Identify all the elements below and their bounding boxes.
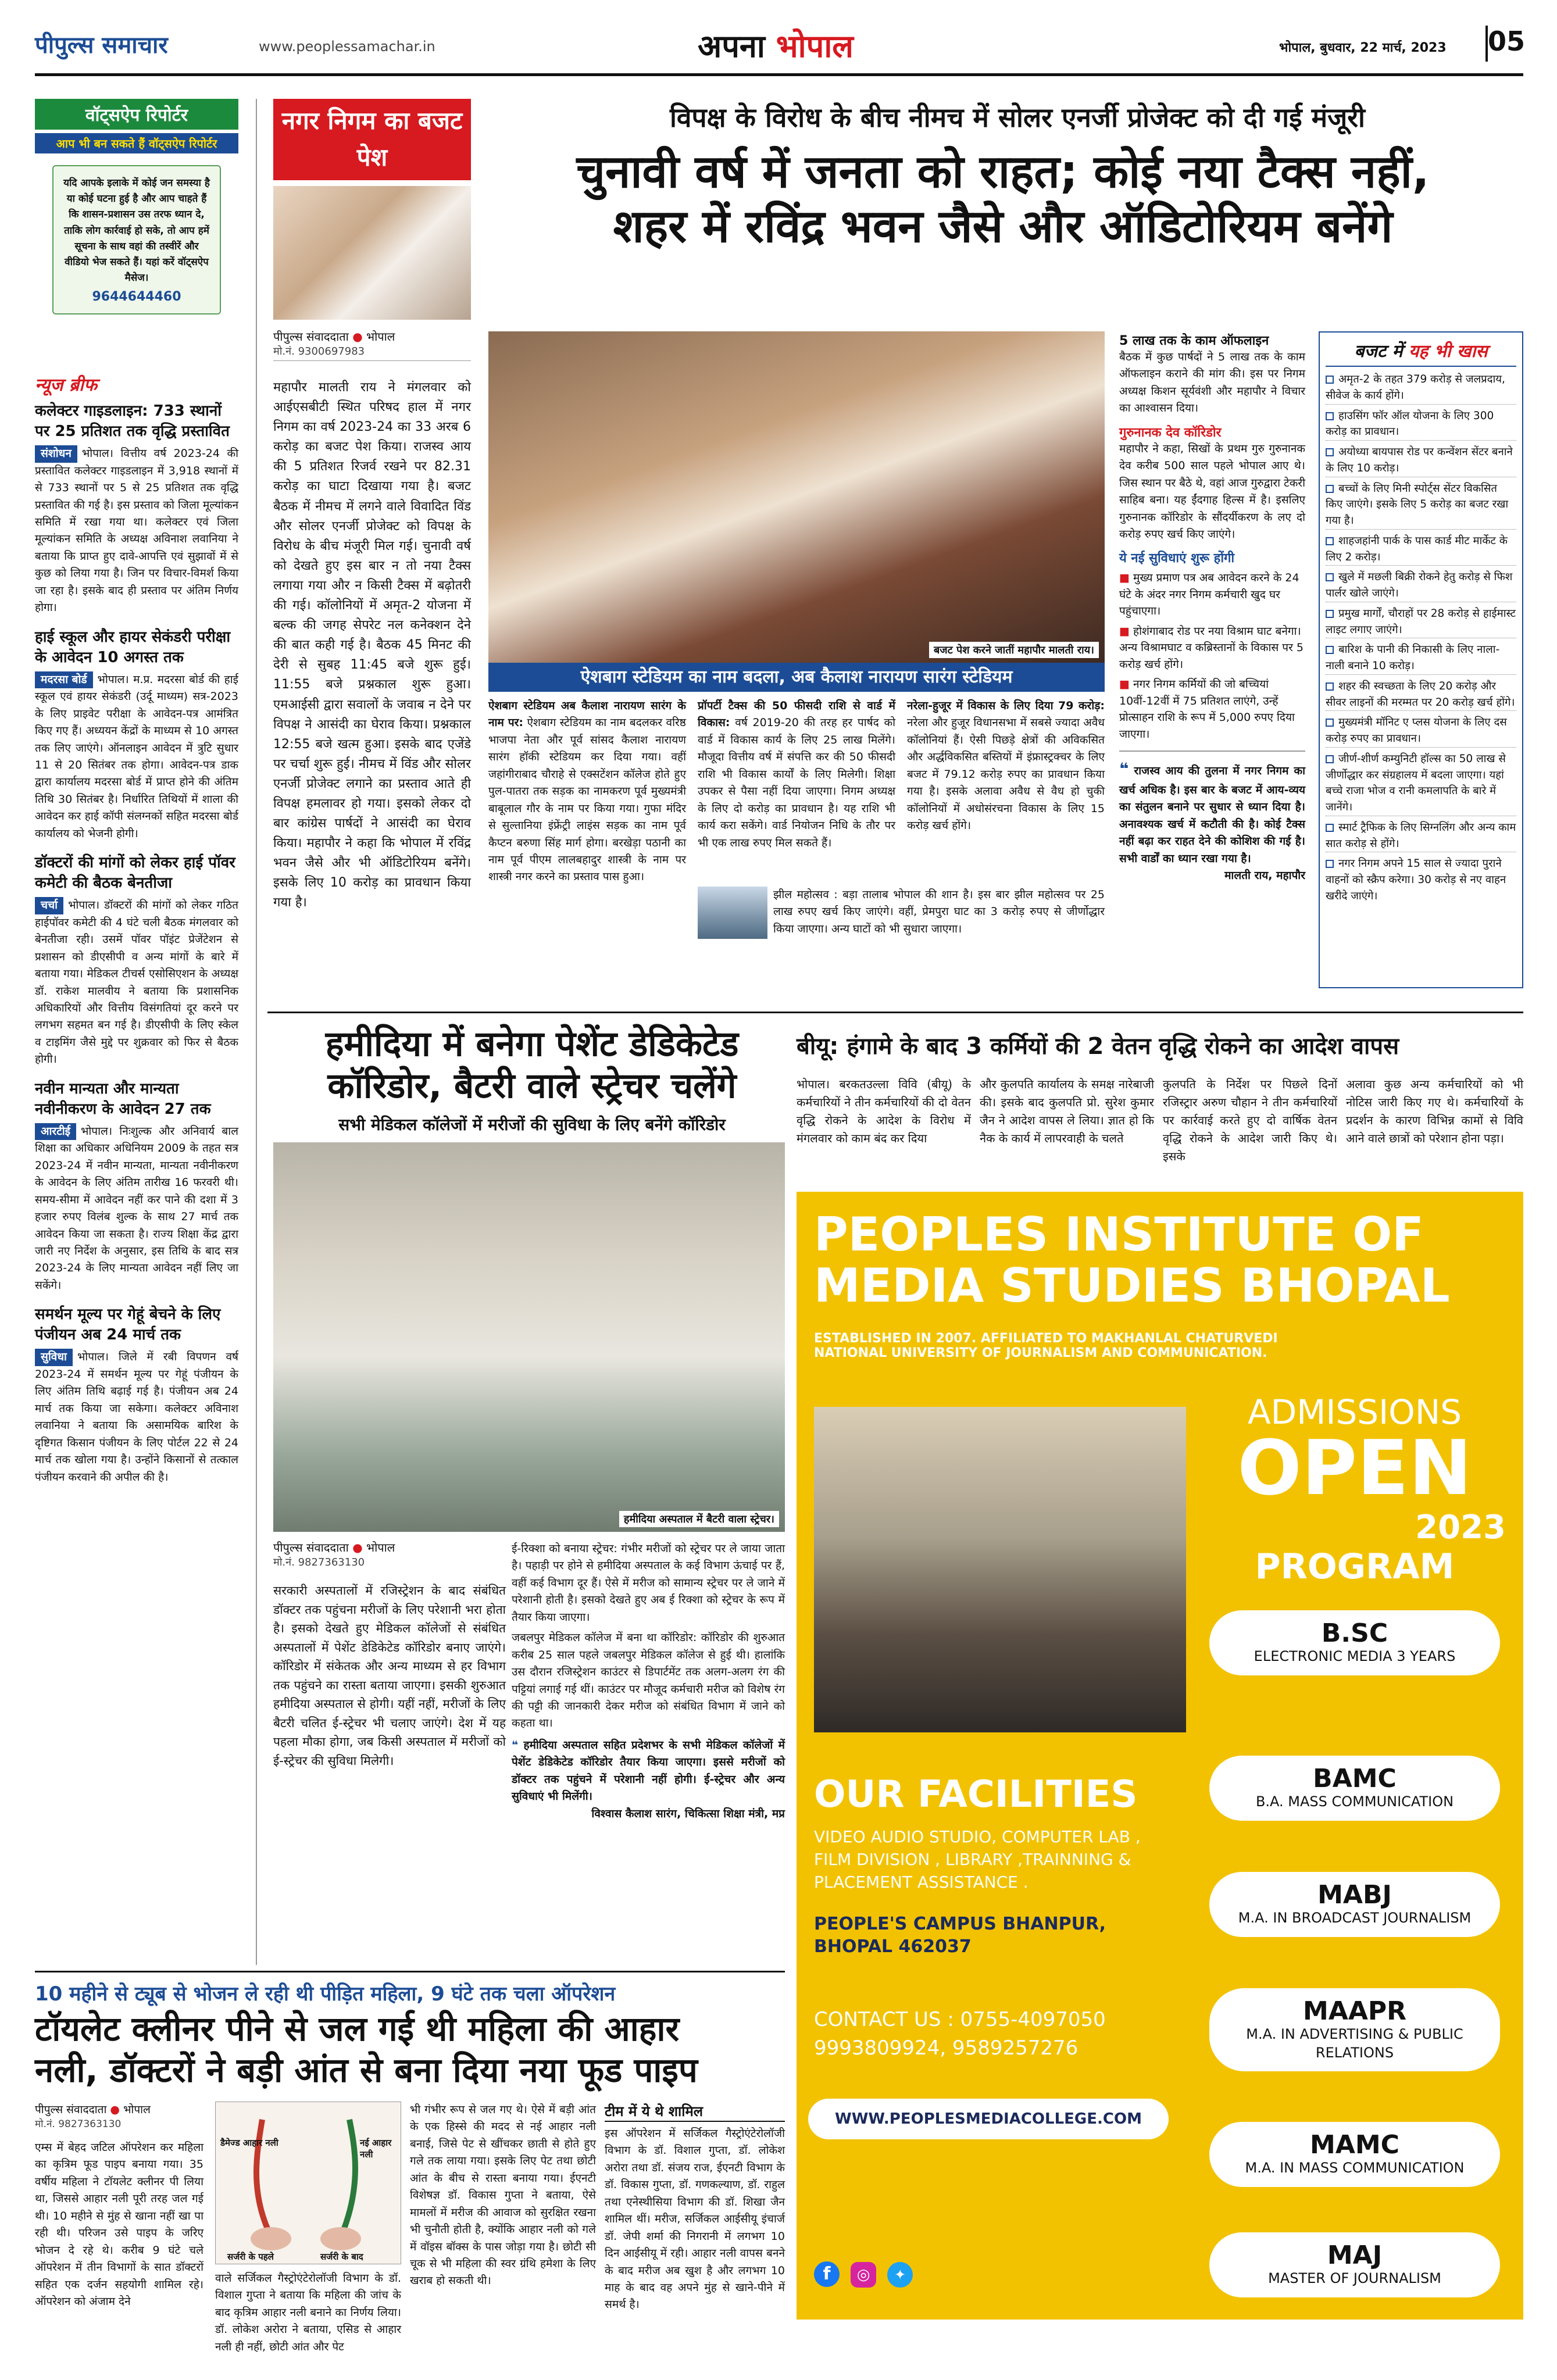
ad-website[interactable]: WWW.PEOPLESMEDIACOLLEGE.COM [808, 2099, 1169, 2139]
brief-tag: मदरसा बोर्ड [35, 671, 93, 688]
bu-col: और कुलपति कार्यालय के समक्ष नारेबाजी की। इसके बाद कुलपति प्रो. सुरेश कुमार जैन ने आदेश वापस ले लिया। ज्ञात हो कि नैक के कार्य में लापरवाही के चलते [980, 1077, 1154, 1145]
surgery-col1: एम्स में बेहद जटिल ऑपरेशन कर महिला का कृत्रिम फूड पाइप बनाया गया। 35 वर्षीय महिला ने टॉयलेट क्लीनर पी लिया था, जिससे आहार नली पूरी तरह जल गई थी। 10 महीने से मुंह से खाना नहीं खा पा रही थी। परिजन उसे पाइप के जरिए भोजन दे रहे थे। करीब 9 घंटे चले ऑपरेशन में तीन विभागों के सात डॉक्टरों सहित एक दर्जन सहयोगी शामिल रहे। ऑपरेशन को अंजाम देने [35, 2141, 203, 2308]
list-item: ■ होशंगाबाद रोड पर नया विश्राम घाट बनेगा। अन्य विश्रामघाट व कब्रिस्तानों के विकास पर 5 करोड़ खर्च होंगे। [1119, 624, 1304, 671]
list-item: स्मार्ट ट्रैफिक के लिए सिग्नलिंग और अन्य काम सात करोड़ से होंगे। [1326, 820, 1516, 853]
budget-book-photo [273, 186, 471, 320]
list-item: प्रमुख मार्गों, चौराहों पर 28 करोड़ से हाईमास्ट लाइट लगाए जाएंगे। [1326, 606, 1516, 639]
quote-icon: ❝ [1119, 759, 1129, 779]
diagram-label: डैमेज्ड आहार नली [220, 2138, 278, 2148]
lead-photo-caption: बजट पेश करने जातीं महापौर मालती राय। [929, 642, 1099, 658]
list-item: बच्चों के लिए मिनी स्पोर्ट्स सेंटर विकसित किए जाएंगे। इसके लिए 5 करोड़ का बजट रखा गया है। [1326, 481, 1516, 530]
surgery-col3: भी गंभीर रूप से जल गए थे। ऐसे में बड़ी आंत के एक हिस्से की मदद से नई आहार नली बनाई, जिसे पेट से खींचकर छाती से होते हुए गले तक लाया गया। इसके लिए पेट तथा छोटी आंत के बीच से रास्ता बनाया गया। ईएनटी विशेषज्ञ डॉ. विकास गुप्ता ने बताया, ऐसे मामलों में मरीज की आवाज को सुरक्षित रखना भी चुनौती होती है, क्योंकि आहार नली को गले में वॉइस बॉक्स के पास जोड़ा गया है। छोटी सी चूक से भी महिला की स्वर ग्रंथि हमेशा के लिए खराब हो सकती थी। [410, 2103, 596, 2288]
news-brief-heading: न्यूज ब्रीफ [35, 375, 97, 395]
budget-box [1319, 331, 1523, 988]
brief-tag: सुविधा [35, 1349, 73, 1366]
byline-phone: मो.नं. 9300697983 [273, 345, 365, 358]
checkbox-icon [1326, 448, 1334, 456]
budget-box-list [1326, 371, 1516, 905]
brief-title: कलेक्टर गाइडलाइन: 733 स्थानों पर 25 प्रतिशत तक वृद्धि प्रस्तावित [35, 402, 230, 441]
team-title: टीम में ये थे शामिल [605, 2102, 785, 2122]
surgery-diagram [215, 2102, 401, 2264]
lead-byline: पीपुल्स संवाददाता ● भोपाल मो.नं. 9300697983 [273, 328, 471, 361]
section-city: भोपाल [776, 28, 854, 65]
brief-text: संशोधन भोपाल। वित्तीय वर्ष 2023-24 की प्रस्तावित कलेक्टर गाइडलाइन में 3,918 स्थानों में से 733 स्थानों पर 5 से 25 प्रतिशत तक वृद्धि प्रस्तावित की गई है। इस प्रस्ताव को जिला मूल्यांकन समिति में रखा गया था। कलेक्टर एवं जिला मूल्यांकन समिति के अध्यक्ष अविनाश लवानिया ने बताया कि प्राप्त हुए दावे-आपत्ति एवं सुझावों में से कुछ को लिया गया है। जिन पर विचार-विमर्श किया जा रहा है। इसके बाद ही प्रस्ताव पर अंतिम निर्णय होगा। [35, 445, 238, 616]
checkbox-icon [1326, 537, 1334, 545]
ad-campus: PEOPLE'S CAMPUS BHANPUR, BHOPAL 462037 [814, 1914, 1106, 1957]
whatsapp-title: वॉट्सऐप रिपोर्टर [35, 99, 238, 130]
instagram-icon[interactable]: ◎ [851, 2262, 876, 2288]
facebook-icon[interactable]: f [814, 2261, 840, 2287]
masthead-website[interactable]: www.peoplessamachar.in [259, 38, 435, 55]
subitem-narela: नरेला-हुजूर में विकास के लिए दिया 79 करोड़: नरेला और हुजूर विधानसभा में सबसे ज्यादा अवैध कॉलोनियां हैं। ऐसी पिछड़े क्षेत्रों की अविकसित और अर्द्धविकसित बस्तियों में इंफ्रास्ट्रक्चर के लिए बजट में 79.12 करोड़ रुपए का प्रावधान किया गया है। इसके अलावा अवैध से वैध हो चुकी कॉलोनियों में अधोसंरचना विकास के लिए 15 करोड़ खर्च होंगे। [907, 699, 1105, 832]
brief-tag: चर्चा [35, 897, 63, 914]
bu-headline: बीयू: हंगामे के बाद 3 कर्मियों की 2 वेतन वृद्धि रोकने का आदेश वापस [797, 1033, 1399, 1060]
surgery-col2: वाले सर्जिकल गैस्ट्रोएंटेरोलॉजी विभाग के डॉ. विशाल गुप्ता ने बताया कि महिला की जांच के बाद कृत्रिम आहार नली बनाने का निर्णय लिया। डॉ. लोकेश अरोरा ने बताया, एसिड से आहार नली ही नहीं, छोटी आंत और पेट [215, 2272, 401, 2353]
right-item [1119, 331, 1305, 417]
team-text: इस ऑपरेशन में सर्जिकल गैस्ट्रोएंटेरोलॉजी विभाग के डॉ. विशाल गुप्ता, डॉ. लोकेश अरोरा तथा डॉ. संजय राज, ईएनटी विभाग के डॉ. विकास गुप्ता, डॉ. गणकल्याण, डॉ. राहुल तथा एनेस्थीसिया विभाग की डॉ. शिखा जैन शामिल थीं। मरीज, सर्जिकल आईसीयू इंचार्ज डॉ. जेपी शर्मा की निगरानी में लगभग 10 दिन आईसीयू में रही। आहार नली वापस बनने के बाद मरीज अब खुश है और लगभग 10 माह के बाद वह अपने मुंह से खाने-पीने में समर्थ है। [605, 2127, 785, 2311]
surgery-headline-line1: टॉयलेट क्लीनर पीने से जल गई थी महिला की आहार [35, 2009, 680, 2049]
page-number: 05 [1485, 26, 1520, 62]
program-pill[interactable]: MAJ MASTER OF JOURNALISM [1209, 2232, 1500, 2297]
lead-subitems [488, 698, 1105, 889]
surgery-headline-line2: नली, डॉक्टरों ने बड़ी आंत से बना दिया नया फूड पाइप [35, 2050, 698, 2090]
hamidia-photo [273, 1142, 785, 1532]
hamidia-subhead: सभी मेडिकल कॉलेजों में मरीजों की सुविधा के लिए बनेंगे कॉरिडोर [338, 1115, 726, 1134]
right-item-title: 5 लाख तक के काम ऑफलाइन [1119, 334, 1269, 348]
whatsapp-phone[interactable]: 9644644460 [92, 290, 181, 305]
bu-col: भोपाल। बरकतउल्ला विवि (बीयू) के कर्मचारियों ने तीन कर्मचारियों की दो वेतन वृद्धि रोकने के आदेश के विरोध में मंगलवार को काम बंद कर दिया [797, 1077, 971, 1145]
ad-social-icons [814, 2261, 942, 2296]
section-prefix: अपना [698, 28, 765, 65]
brief-item [35, 853, 238, 1069]
list-item: जीर्ण-शीर्ण कम्युनिटी हॉल्स का 50 लाख से जीर्णोद्धार कर संग्रहालय में बदला जाएगा। यहां बच्चे राजा भोज व रानी कमलापति के बारे में जानेंगे। [1326, 751, 1516, 816]
list-item: मुख्यमंत्री मॉनिट ए प्लस योजना के लिए दस करोड़ रुपए का प्रावधान। [1326, 714, 1516, 748]
dateline: भोपाल, बुधवार, 22 मार्च, 2023 [1279, 41, 1447, 55]
section-title [698, 23, 854, 66]
ad-year: 2023 [1415, 1509, 1506, 1546]
brief-tag: आरटीई [35, 1123, 76, 1140]
brief-item [35, 401, 238, 617]
surgery-headline [35, 2009, 785, 2091]
mayor-quote: ❝ राजस्व आय की तुलना में नगर निगम का खर्च अधिक है। इस बार के बजट में आय-व्यय का संतुलन बनाने पर सुधार से ध्यान दिया है। अनावश्यक खर्च में कटौती की है। कोई टैक्स नहीं बढ़ा कर राहत देने की कोशिश की गई है। सभी वार्डों का ध्यान रखा गया है। [1119, 751, 1305, 867]
checkbox-icon [1326, 824, 1334, 832]
checkbox-icon [1326, 610, 1334, 618]
program-pill[interactable]: BAMC B.A. MASS COMMUNICATION [1209, 1756, 1500, 1821]
list-item: अमृत-2 के तहत 379 करोड़ से जलप्रदाय, सीवेज के कार्य होंगे। [1326, 371, 1516, 405]
twitter-icon[interactable]: ✦ [887, 2262, 913, 2288]
lead-photo-strip: ऐशबाग स्टेडियम का नाम बदला, अब कैलाश नारायण सारंग स्टेडियम [488, 663, 1105, 692]
checkbox-icon [1326, 860, 1334, 868]
surgery-overline: 10 महीने से ट्यूब से भोजन ले रही थी पीड़ित महिला, 9 घंटे तक चला ऑपरेशन [35, 1982, 616, 2006]
checkbox-icon [1326, 646, 1334, 654]
bu-col: कुलपति के निर्देश पर पिछले दिनों रजिस्ट्रार अरुण चौहान ने तीन कर्मचारियों पर कार्रवाई करते हुए दो वार्षिक वेतन वृद्धि रोकने के आदेश जारी किए थे। इसके [1163, 1077, 1337, 1163]
brand-logo: पीपुल्स समाचार [35, 32, 168, 59]
diagram-label: नई आहार नली [360, 2138, 392, 2160]
new-facilities-list [1119, 570, 1305, 742]
right-item-title: गुरुनानक देव कॉरिडोर [1119, 425, 1222, 440]
byline-name: पीपुल्स संवाददाता [273, 330, 349, 344]
hamidia-photo-caption: हमीदिया अस्पताल में बैटरी वाला स्ट्रेचर। [619, 1511, 779, 1527]
hamidia-quote: ❝ हमीदिया अस्पताल सहित प्रदेशभर के सभी मेडिकल कॉलेजों में पेशेंट डेडिकेटेड कॉरिडोर तैयार किया जाएगा। इससे मरीजों को डॉक्टर तक पहुंचने में परेशानी नहीं होगी। ई-स्ट्रेचर और अन्य सुविधाएं भी मिलेंगी। [512, 1738, 785, 1803]
ad-contact[interactable]: CONTACT US : 0755-4097050 9993809924, 9589257276 [814, 2008, 1106, 2060]
bu-col: अलावा कुछ अन्य कर्मचारियों को भी नोटिस जारी किए गए थे। कर्मचारियों के प्रदर्शन के कारण विभिन्न कामों से विवि आने वाले छात्रों को परेशान होना पड़ा। [1346, 1077, 1523, 1145]
ad-facilities-heading: OUR FACILITIES [814, 1773, 1138, 1816]
list-item: शाहजहांनी पार्क के पास कार्ड मीट मार्केट के लिए 2 करोड़। [1326, 533, 1516, 566]
lead-headline-line2: शहर में रविंद्र भवन जैसे और ऑडिटोरियम बनेंगे [613, 200, 1393, 253]
diagram-label: सर्जरी के पहले [227, 2252, 274, 2262]
lead-headline [483, 145, 1523, 254]
checkbox-icon [1326, 485, 1334, 493]
column-divider [256, 99, 257, 1965]
list-item: शहर की स्वच्छता के लिए 20 करोड़ और सीवर लाइनों की मरम्मत पर 20 करोड़ खर्च होंगे। [1326, 678, 1516, 712]
hamidia-col2-part1: ई-रिक्शा को बनाया स्ट्रेचर: गंभीर मरीजों को स्ट्रेचर पर ले जाया जाता है। पहाड़ी पर होने से हमीदिया अस्पताल के कई विभाग ऊंचाई पर हैं, वहीं कई विभाग दूर हैं। ऐसे में मरीज को सामान्य स्ट्रेचर पर ले जाने में परेशानी होती है। इसको देखते हुए अब ई रिक्शा को स्ट्रेचर के रूप में तैयार किया जाएगा। [512, 1542, 785, 1624]
ad-panel [797, 1192, 1523, 2320]
hamidia-col1: सरकारी अस्पतालों में रजिस्ट्रेशन के बाद संबंधित डॉक्टर तक पहुंचना मरीजों के लिए परेशानी भरा होता है। इसको देखते हुए मेडिकल कॉलेजों से संबंधित अस्पतालों में पेशेंट डेडिकेटेड कॉरिडोर बनाए जाएंगे। कॉरिडोर में संकेतक और अन्य माध्यम से हर विभाग तक पहुंचने का रास्ता बताया जाएगा। इसकी शुरुआत हमीदिया अस्पताल से होगी। यहीं नहीं, मरीजों के लिए बैटरी चलित ई-स्ट्रेचर भी चलाए जाएंगे। देश में यह पहला मौका होगा, जब किसी अस्पताल में मरीजों को ई-स्ट्रेचर की सुविधा मिलेगी। [273, 1584, 506, 1768]
right-item-text: महापौर ने कहा, सिखों के प्रथम गुरु गुरुनानक देव करीब 500 साल पहले भोपाल आए थे। जिस स्थान पर बैठे थे, वहां आज गुरुद्वारा टेकरी साहिब बना। यह ईंदगाह हिल्स में है। इसलिए गुरुनानक कॉरिडोर के सौंदर्यीकरण के लए दो करोड़ रुपए खर्च किए जाएंगे। [1119, 442, 1305, 541]
list-item: ■ मुख्य प्रमाण पत्र अब आवेदन करने के 24 घंटे के अंदर नगर निगम कर्मचारी खुद घर पहुंचाएगा। [1119, 571, 1299, 618]
lead-headline-line1: चुनावी वर्ष में जनता को राहत; कोई नया टैक्स नहीं, [576, 146, 1430, 198]
brief-title: डॉक्टरों की मांगों को लेकर हाई पॉवर कमेटी की बैठक बेनतीजा [35, 854, 235, 892]
esophagus-diagram [216, 2102, 402, 2265]
byline-place: भोपाल [366, 330, 395, 344]
section-rule [35, 1971, 785, 1972]
brief-tag: संशोधन [35, 445, 77, 462]
news-brief [35, 401, 238, 1486]
masthead [35, 23, 1526, 70]
list-item: हाउसिंग फॉर ऑल योजना के लिए 300 करोड़ का प्रावधान। [1326, 408, 1516, 441]
list-item: अयोध्या बायपास रोड पर कन्वेंशन सेंटर बनाने के लिए 10 करोड़। [1326, 444, 1516, 477]
brief-text: चर्चा भोपाल। डॉक्टरों की मांगों को लेकर गठित हाईपॉवर कमेटी की 4 घंटे चली बैठक मंगलवार को बेनतीजा रही। उसमें पॉवर पॉइंट प्रेजेंटेशन से प्रशासन को डीएसीपी व अन्य मांगों के बारे में बताया गया। मेडिकल टीचर्स एसोसिएशन के अध्यक्ष डॉ. राकेश मालवीय ने बताया कि प्रशासनिक अधिकारियों और वित्तीय विसंगतियां दूर करने पर लगभग सहमत बन गई है। डीएसीपी के लिए स्केल व टाइमिंग जैसे मुद्दे पर शुक्रवार को फिर से बैठक होगी। [35, 897, 238, 1068]
hamidia-byline: पीपुल्स संवाददाता ● भोपाल मो.नं. 9827363130 [273, 1539, 471, 1569]
byline-place: भोपाल [123, 2103, 151, 2116]
lead-photo [488, 331, 1105, 663]
list-item: ■ नगर निगम कर्मियों की जो बच्चियां 10वीं-12वीं में 75 प्रतिशत लाएंगे, उन्हें प्रोत्साहन राशि के रूप में 5,000 रुपए दिया जाएगा। [1119, 678, 1295, 741]
hamidia-col2-part2: जबलपुर मेडिकल कॉलेज में बना था कॉरिडोर: कॉरिडोर की शुरुआत करीब 25 साल पहले जबलपुर मेडिकल कॉलेज से हुई थी। हालांकि उस दौरान रजिस्ट्रेशन काउंटर से डिपार्टमेंट तक अलग-अलग रंग की पट्टियां लगाई गई थीं। काउंटर पर मौजूद कर्मचारी मरीज को विशेष रंग की पट्टी की जानकारी देकर मरीज को संबंधित विभाग में जाने को कहता था। [512, 1631, 785, 1730]
brief-text: आरटीई भोपाल। निःशुल्क और अनिवार्य बाल शिक्षा का अधिकार अधिनियम 2009 के तहत सत्र 2023-24 में नवीन मान्यता, मान्यता नवीनीकरण के आवेदन के लिए अंतिम तारीख 16 फरवरी थी। समय-सीमा में आवेदन नहीं कर पाने की दशा में 3 हजार रुपए विलंब शुल्क के साथ 27 मार्च तक आवेदन किया जा सकता है। राज्य शिक्षा केंद्र द्वारा जारी नए निर्देश के अनुसार, इस तिथि के बाद सत्र 2023-24 के लिए मान्यता आवेदन नहीं लिए जा सकेंगे। [35, 1123, 238, 1294]
surgery-byline: पीपुल्स संवाददाता ● भोपाल मो.नं. 9827363130 [35, 2102, 203, 2130]
brief-title: हाई स्कूल और हायर सेकंडरी परीक्षा के आवेदन 10 अगस्त तक [35, 628, 231, 666]
right-item-text: बैठक में कुछ पार्षदों ने 5 लाख तक के काम ऑफलाइन कराने की मांग की। इस पर निगम अध्यक्ष किशन सूर्यवंशी और महापौर ने विचार का आश्वासन दिया। [1119, 351, 1305, 415]
hamidia-headline-line2: कॉरिडोर, बैटरी वाले स्ट्रेचर चलेंगे [327, 1066, 737, 1106]
hamidia-col2 [512, 1541, 785, 1822]
byline-name: पीपुल्स संवाददाता [273, 1541, 349, 1554]
byline-place: भोपाल [366, 1541, 395, 1554]
list-item: नगर निगम अपने 15 साल से ज्यादा पुराने वाहनों को स्क्रैप करेगा। 30 करोड़ से नए वाहन खरीदे जाएंगे। [1326, 857, 1506, 902]
subitem-stadium: ऐशबाग स्टेडियम अब कैलाश नारायण सारंग के नाम पर: ऐशबाग स्टेडियम का नाम बदलकर वरिष्ठ भाजपा नेता और पूर्व सांसद कैलाश नारायण सारंग हॉकी स्टेडियम कर दिया गया। वहीं जहांगीराबाद चौराहे से एक्सटेंशन कॉलेज होते हुए पुल-पातरा तक सड़क का नामकरण पूर्व मुख्यमंत्री बाबूलाल गौर के नाम पर किया गया। गुफा मंदिर से सुल्तानिया इंफ्रेंट्री लाइंस सड़क का नाम पूर्व कैप्टन बरुणा सिंह मार्ग होगा। बरखेड़ा पठानी का नाम पूर्व पीएम लालबहादुर शास्त्री के नाम पर शास्त्री नगर करने का प्रस्ताव पास हुआ। [488, 699, 686, 884]
brief-item [35, 627, 238, 843]
checkbox-icon [1326, 682, 1334, 691]
checkbox-icon [1326, 755, 1334, 763]
hamidia-headline [273, 1023, 791, 1107]
right-item [1119, 423, 1305, 544]
ad-program-heading: PROGRAM [1255, 1546, 1455, 1587]
ad-open: OPEN [1237, 1424, 1472, 1512]
diagram-label: सर्जरी के बाद [320, 2252, 363, 2262]
subitem-property-tax: प्रॉपर्टी टैक्स की 50 फीसदी राशि से वार्ड में विकास: वर्ष 2019-20 की तरह हर पार्षद को वार्ड में विकास कार्य के लिए 25 लाख मिलेंगे। मौजूदा वित्तीय वर्ष में संपत्ति कर की 50 फीसदी राशि भी विकास कार्यों के लिए मिलेगी। शिक्षा उपकर से पैसा नहीं दिया जाएगा। निगम अध्यक्ष के लिए दो करोड़ का प्रावधान है। यह राशि भी कार्य करा सकेंगे। वार्ड नियोजन निधि के तौर पर भी एक लाख रुपए मिल सकते हैं। [698, 699, 895, 849]
ad-established: ESTABLISHED IN 2007. AFFILIATED TO MAKHANLAL CHATURVEDI NATIONAL UNIVERSITY OF JOURNALISM AND COMMUNICATION. [814, 1331, 1278, 1360]
checkbox-icon [1326, 719, 1334, 727]
brief-text: सुविधा भोपाल। जिले में रबी विपणन वर्ष 2023-24 में समर्थन मूल्य पर गेहूं पंजीयन के लिए अंतिम तिथि बढ़ाई गई है। पंजीयन अब 24 मार्च तक किया जा सकेगा। कलेक्टर अविनाश लवानिया ने बताया कि असामयिक बारिश के दृष्टिगत किसान पंजीयन के लिए पोर्टल 22 से 24 मार्च तक खोला गया है। उन्होंने किसानों से तत्काल पंजीयन करवाने की अपील की है। [35, 1349, 238, 1486]
whatsapp-subtitle: आप भी बन सकते हैं वॉट्सऐप रिपोर्टर [35, 133, 238, 153]
brief-title: समर्थन मूल्य पर गेहूं बेचने के लिए पंजीयन अब 24 मार्च तक [35, 1306, 221, 1344]
brief-text: मदरसा बोर्ड भोपाल। म.प्र. मदरसा बोर्ड की हाई स्कूल एवं हायर सेकंडरी (उर्दू माध्यम) सत्र-2023 के लिए प्राइवेट परीक्षा के आवेदन-पत्र आमंत्रित किए गए हैं। अध्ययन केंद्रों के माध्यम से 10 अगस्त तक लिए जाएंगे। ऑनलाइन आवेदन में त्रुटि सुधार 11 से 20 सितंबर तक होगा। आवेदन-पत्र डाक द्वारा कार्यालय मदरसा बोर्ड में प्राप्त होने की अंतिम तिथि 30 सितंबर है। निर्धारित तिथियों में शाला की आवेदन कर हाई कॉपी संलग्नकों सहित मदरसा बोर्ड कार्यालय को भेजनी होगी। [35, 671, 238, 842]
brief-item [35, 1079, 238, 1295]
whatsapp-body: यदि आपके इलाके में कोई जन समस्या है या कोई घटना हुई है और आप चाहते हैं कि शासन-प्रशासन उस तरफ ध्यान दे, ताकि लोग कार्रवाई हो सके, तो आप हमें सूचना के साथ वहां की तस्वीरें और वीडियो भेज सकते हैं। यहां करें वॉट्सऐप मैसेज। [63, 177, 210, 284]
ad-title: PEOPLES INSTITUTE OF MEDIA STUDIES BHOPAL [814, 1207, 1450, 1313]
ad-students-photo [814, 1407, 1186, 1732]
surgery-team-box [605, 2102, 785, 2314]
hamidia-headline-line1: हमीदिया में बनेगा पेशेंट डेडिकेटेड [325, 1024, 739, 1064]
program-pill[interactable]: MAAPR M.A. IN ADVERTISING & PUBLIC RELATIONS [1209, 1988, 1500, 2071]
byline-phone: मो.नं. 9827363130 [35, 2118, 122, 2130]
checkbox-icon [1326, 376, 1334, 384]
mayor-quote-by: मालती राय, महापौर [1224, 869, 1305, 882]
checkbox-icon [1326, 573, 1334, 581]
whatsapp-card [52, 165, 221, 315]
program-pill[interactable]: MAMC M.A. IN MASS COMMUNICATION [1209, 2122, 1500, 2187]
lake-photo [698, 887, 767, 939]
brief-item [35, 1305, 238, 1486]
ad-admissions: ADMISSIONS [1247, 1392, 1462, 1432]
whatsapp-box [35, 99, 238, 360]
lead-overline: विपक्ष के विरोध के बीच नीमच में सोलर एनर्जी प्रोजेक्ट को दी गई मंजूरी [670, 102, 1365, 133]
ad-facilities: VIDEO AUDIO STUDIO, COMPUTER LAB , FILM DIVISION , LIBRARY ,TRAINNING & PLACEMENT ASSISTANCE . [814, 1827, 1141, 1892]
program-pill[interactable]: B.SC ELECTRONIC MEDIA 3 YEARS [1209, 1610, 1500, 1675]
budget-badge: नगर निगम का बजट पेश [273, 99, 471, 180]
lead-body: महापौर मालती राय ने मंगलवार को आईएसबीटी स्थित परिषद हाल में नगर निगम का वर्ष 2023-24 का 33 अरब 6 करोड़ का बजट पेश किया। राजस्व आय की 5 प्रतिशत रिजर्व रखने पर 82.31 करोड़ का घाटा दिखाया गया है। बजट बैठक में नीमच में लगने वाले विवादित विंड और सोलर एनर्जी प्रोजेक्ट को विपक्ष के विरोध के बीच मंजूरी मिल गई। चुनावी वर्ष को देखते हुए इस बार न तो नया टैक्स लगाया गया और न किसी टैक्स में बढ़ोतरी की गई। कॉलोनियों में अमृत-2 योजना में बल्क की जगह सेपरेट नल कनेक्शन देने की बात कही गई है। बैठक 45 मिनट की देरी से सुबह 11:45 बजे शुरू हुई। 11:55 बजे प्रश्नकाल शुरू हुआ। एमआईसी द्वारा सवालों के जवाब न देने पर विपक्ष ने आसंदी का घेराव किया। प्रश्नकाल 12:55 बजे खत्म हुआ। इसके बाद एजेंडे पर चर्चा शुरू हुई। नीमच में विंड और सोलर एनर्जी प्रोजेक्ट लगाने का प्रस्ताव आते ही विपक्ष हमलावर हो गया। इसको लेकर दो बार कांग्रेस पार्षदों ने आसंदी का घेराव किया। महापौर ने कहा कि भोपाल में रविंद्र भवन जैसे और भी ऑडिटोरियम बनेंगे। इसके लिए 10 करोड़ का प्रावधान किया गया है। [273, 380, 471, 910]
byline-phone: मो.नं. 9827363130 [273, 1556, 365, 1568]
checkbox-icon [1326, 412, 1334, 420]
lake-item: झील महोत्सव : बड़ा तालाब भोपाल की शान है। इस बार झील महोत्सव पर 25 लाख रुपए खर्च किए जाएंगे। वहीं, प्रेमपुरा घाट का 3 करोड़ रुपए से जीर्णोद्धार किया जाएगा। अन्य घाटों को भी सुधारा जाएगा। [773, 888, 1105, 935]
program-pill[interactable]: MABJ M.A. IN BROADCAST JOURNALISM [1209, 1872, 1500, 1937]
list-item: बारिश के पानी की निकासी के लिए नाला-नाली बनाने 10 करोड़। [1326, 642, 1516, 675]
new-facilities-title: ये नई सुविधाएं शुरू होंगी [1119, 551, 1235, 566]
budget-box-title: बजट में यह भी खास [1326, 338, 1516, 367]
lead-right-column [1119, 331, 1305, 882]
section-rule [267, 1012, 1523, 1013]
list-item: खुले में मछली बिक्री रोकने हेतु करोड़ से फिश पार्लर खोले जाएंगे। [1326, 569, 1516, 602]
byline-name: पीपुल्स संवाददाता [35, 2103, 107, 2116]
hamidia-quote-by: विश्वास कैलाश सारंग, चिकित्सा शिक्षा मंत्री, मप्र [591, 1807, 785, 1820]
masthead-rule [35, 73, 1523, 76]
brief-title: नवीन मान्यता और मान्यता नवीनीकरण के आवेदन 27 तक [35, 1080, 211, 1118]
